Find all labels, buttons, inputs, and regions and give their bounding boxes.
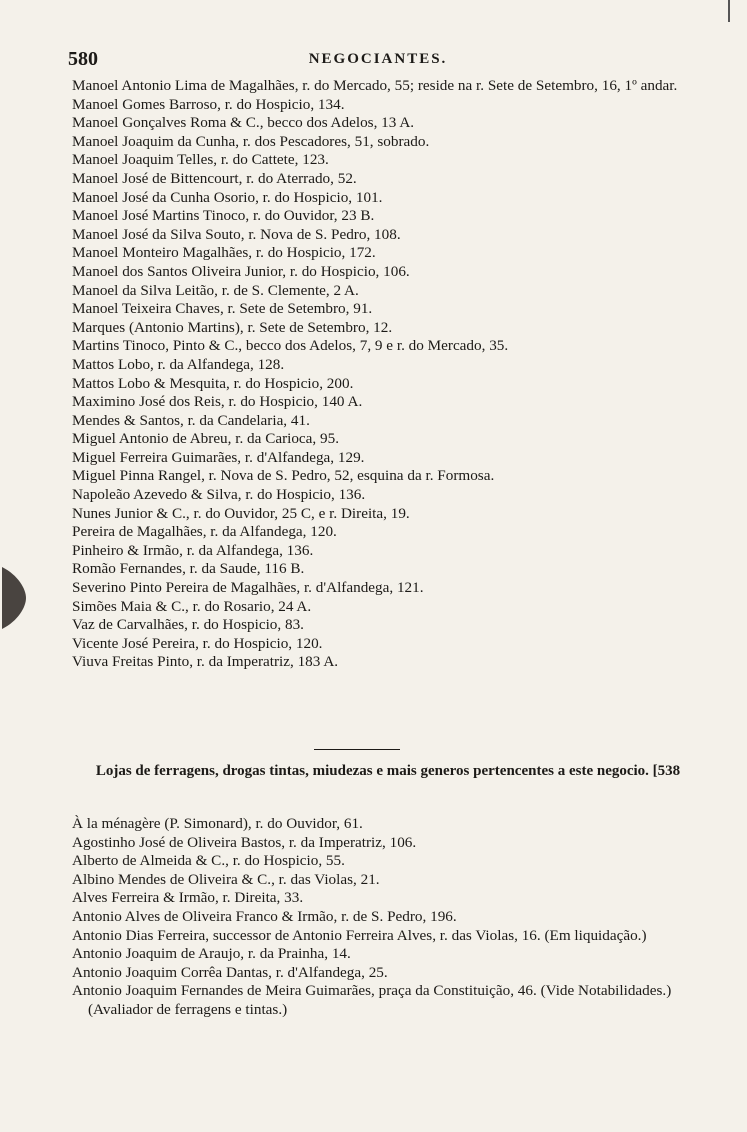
list-item: Miguel Ferreira Guimarães, r. d'Alfandega, 129.: [72, 448, 365, 466]
list-item: Manoel José da Cunha Osorio, r. do Hospicio, 101.: [72, 188, 383, 206]
list-item: Manoel da Silva Leitão, r. de S. Clemente, 2 A.: [72, 281, 359, 299]
list-item: Manoel Joaquim Telles, r. do Cattete, 123.: [72, 151, 329, 169]
list-item: Pereira de Magalhães, r. da Alfandega, 120.: [72, 523, 337, 541]
binding-shadow-mark: [0, 565, 28, 631]
list-item: Napoleão Azevedo & Silva, r. do Hospicio, 136.: [72, 486, 366, 504]
list-item: Mendes & Santos, r. da Candelaria, 41.: [72, 411, 310, 429]
list-item: Severino Pinto Pereira de Magalhães, r. d'Alfandega, 121.: [72, 579, 424, 597]
list-item: Manoel Gomes Barroso, r. do Hospicio, 134.: [72, 95, 345, 113]
list-item: Mattos Lobo, r. da Alfandega, 128.: [72, 355, 285, 373]
list-item: Manoel Gonçalves Roma & C., becco dos Adelos, 13 A.: [72, 114, 415, 132]
list-item: Manoel Joaquim da Cunha, r. dos Pescadores, 51, sobrado.: [72, 132, 430, 150]
list-item: Vicente José Pereira, r. do Hospicio, 120.: [72, 634, 323, 652]
list-item: Manoel Monteiro Magalhães, r. do Hospicio, 172.: [72, 244, 376, 262]
list-item: Manoel dos Santos Oliveira Junior, r. do Hospicio, 106.: [72, 262, 410, 280]
list-item: Manoel Antonio Lima de Magalhães, r. do Mercado, 55; reside na r. Sete de Setembro, 16, 1º andar.: [72, 77, 678, 94]
list-item: Manoel José de Bittencourt, r. do Aterrado, 52.: [72, 169, 357, 187]
list-item: Vaz de Carvalhães, r. do Hospicio, 83.: [72, 616, 304, 634]
running-title: NEGOCIANTES.: [308, 51, 448, 67]
list-item: Albino Mendes de Oliveira & C., r. das Violas, 21.: [72, 870, 380, 888]
section-divider: [314, 749, 400, 750]
list-item: Marques (Antonio Martins), r. Sete de Setembro, 12.: [72, 318, 393, 336]
list-item: Antonio Joaquim Corrêa Dantas, r. d'Alfandega, 25.: [72, 963, 388, 981]
list-item: Romão Fernandes, r. da Saude, 116 B.: [72, 560, 305, 578]
list-item: À la ménagère (P. Simonard), r. do Ouvidor, 61.: [72, 815, 363, 832]
list-item: Antonio Joaquim Fernandes de Meira Guimarães, praça da Constituição, 46. (Vide Notabilidades.) (Avaliador de ferragens e tintas.): [72, 982, 672, 1018]
list-item: Antonio Dias Ferreira, successor de Antonio Ferreira Alves, r. das Violas, 16. (Em liquidação.): [72, 926, 647, 944]
merchant-list: [72, 77, 692, 672]
page-number: 580: [68, 48, 98, 70]
list-item: Antonio Joaquim de Araujo, r. da Prainha, 14.: [72, 945, 351, 963]
list-item: Mattos Lobo & Mesquita, r. do Hospicio, 200.: [72, 374, 354, 392]
list-item: Miguel Pinna Rangel, r. Nova de S. Pedro, 52, esquina da r. Formosa.: [72, 467, 495, 485]
section-heading: Lojas de ferragens, drogas tintas, miudezas e mais generos pertencentes a este negocio. [538: [95, 763, 681, 779]
list-item: Alberto de Almeida & C., r. do Hospicio, 55.: [72, 852, 345, 870]
list-item: Manoel José Martins Tinoco, r. do Ouvidor, 23 B.: [72, 207, 375, 225]
list-item: Miguel Antonio de Abreu, r. da Carioca, 95.: [72, 430, 339, 448]
list-item: Maximino José dos Reis, r. do Hospicio, 140 A.: [72, 393, 363, 411]
list-item: Simões Maia & C., r. do Rosario, 24 A.: [72, 597, 312, 615]
list-item: Martins Tinoco, Pinto & C., becco dos Adelos, 7, 9 e r. do Mercado, 35.: [72, 337, 509, 355]
edge-mark: [728, 0, 730, 22]
list-item: Viuva Freitas Pinto, r. da Imperatriz, 183 A.: [72, 653, 339, 671]
list-item: Alves Ferreira & Irmão, r. Direita, 33.: [72, 889, 304, 907]
hardware-store-list: [72, 815, 692, 1020]
list-item: Manoel José da Silva Souto, r. Nova de S. Pedro, 108.: [72, 225, 401, 243]
list-item: Antonio Alves de Oliveira Franco & Irmão, r. de S. Pedro, 196.: [72, 907, 457, 925]
list-item: Nunes Junior & C., r. do Ouvidor, 25 C, e r. Direita, 19.: [72, 504, 410, 522]
list-item: Pinheiro & Irmão, r. da Alfandega, 136.: [72, 541, 314, 559]
page-header: [68, 48, 688, 72]
list-item: Manoel Teixeira Chaves, r. Sete de Setembro, 91.: [72, 300, 373, 318]
list-item: Agostinho José de Oliveira Bastos, r. da Imperatriz, 106.: [72, 833, 417, 851]
